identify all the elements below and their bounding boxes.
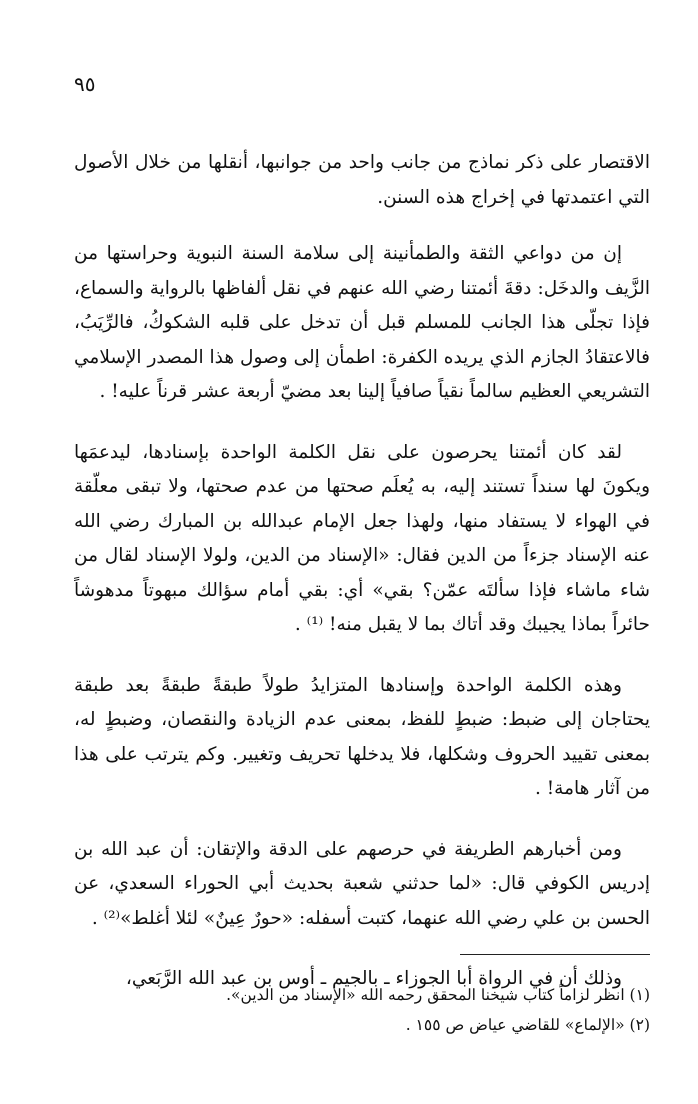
paragraph-continuation: الاقتصار على ذكر نماذج من جانب واحد من جوانبها، أنقلها من خلال الأصول التي اعتمدتها في إخراج هذه السنن.	[74, 152, 650, 208]
paragraph-anecdote: ومن أخبارهم الطريفة في حرصهم على الدقة والإتقان: أن عبد الله بن إدريس الكوفي قال: «لما حدثني شعبة بحديث أبي الحوراء السعدي، عن الحسن بن علي رضي الله عنهما، كتبت أسفله: «حورٌ عِينٌ» لئلا أغلط»⁽²⁾ .	[74, 838, 650, 929]
footnote-2: (٢) «الإلماع» للقاضي عياض ص ١٥٥ .	[405, 1016, 650, 1034]
paragraph-precision: وهذه الكلمة الواحدة وإسنادها المتزايدُ طولاً طبقةً طبقةً بعد طبقة يحتاجان إلى ضبط: ضبطٍ للفظ، بمعنى عدم الزيادة والنقصان، وضبطٍ له، بمعنى تقييد الحروف وشكلها، فلا يدخلها تحريف وتغيير. وكم يترتب على هذا من آثار هامة! .	[74, 674, 650, 799]
paragraph-sunnah-integrity: إن من دواعي الثقة والطمأنينة إلى سلامة السنة النبوية وحراستها من الزَّيف والدخَل: دقةَ أئمتنا رضي الله عنهم في نقل ألفاظها بالرواية والسماع، فإذا تجلّى هذا الجانب للمسلم قبل أن تدخل على قلبه الشكوكُ، فالرِّيَبُ، فالاعتقادُ الجازم الذي يريده الكفرة: اطمأن إلى وصول هذا المصدر الإسلامي التشريعي العظيم سالماً نقياً صافياً إلينا بعد مضيّ أربعة عشر قرناً عليه! .	[74, 243, 650, 402]
page-number: ٩٥	[74, 72, 96, 96]
footnotes	[74, 980, 650, 1040]
footnote-1: (١) انظر لزاماً كتاب شيخنا المحقق رحمه الله «الإسناد من الدين».	[226, 986, 650, 1004]
paragraph-isnad: لقد كان أئمتنا يحرصون على نقل الكلمة الواحدة بإسنادها، ليدعمَها ويكونَ لها سنداً تستند إليه، به يُعلَم صحتها من عدم صحتها، ولا تبقى معلّقة في الهواء لا يستفاد منها، ولهذا جعل الإمام عبدالله بن المبارك رضي الله عنه الإسناد جزءاً من الدين فقال: «الإسناد من الدين، ولولا الإسناد لقال من شاء ماشاء فإذا سألتَه عمّن؟ بقي» أي: بقي أمام سؤالك مبهوتاً مدهوشاً حائراً بماذا يجيبك وقد أتاك بما لا يقبل منه! ⁽¹⁾ .	[74, 441, 650, 635]
paragraph-narrators: وذلك أن في الرواة أبا الجوزاء ـ بالجيم ـ أوس بن عبد الله الرَّبَعي،	[125, 968, 622, 989]
body-text	[74, 146, 650, 1019]
footnote-divider	[460, 954, 650, 955]
